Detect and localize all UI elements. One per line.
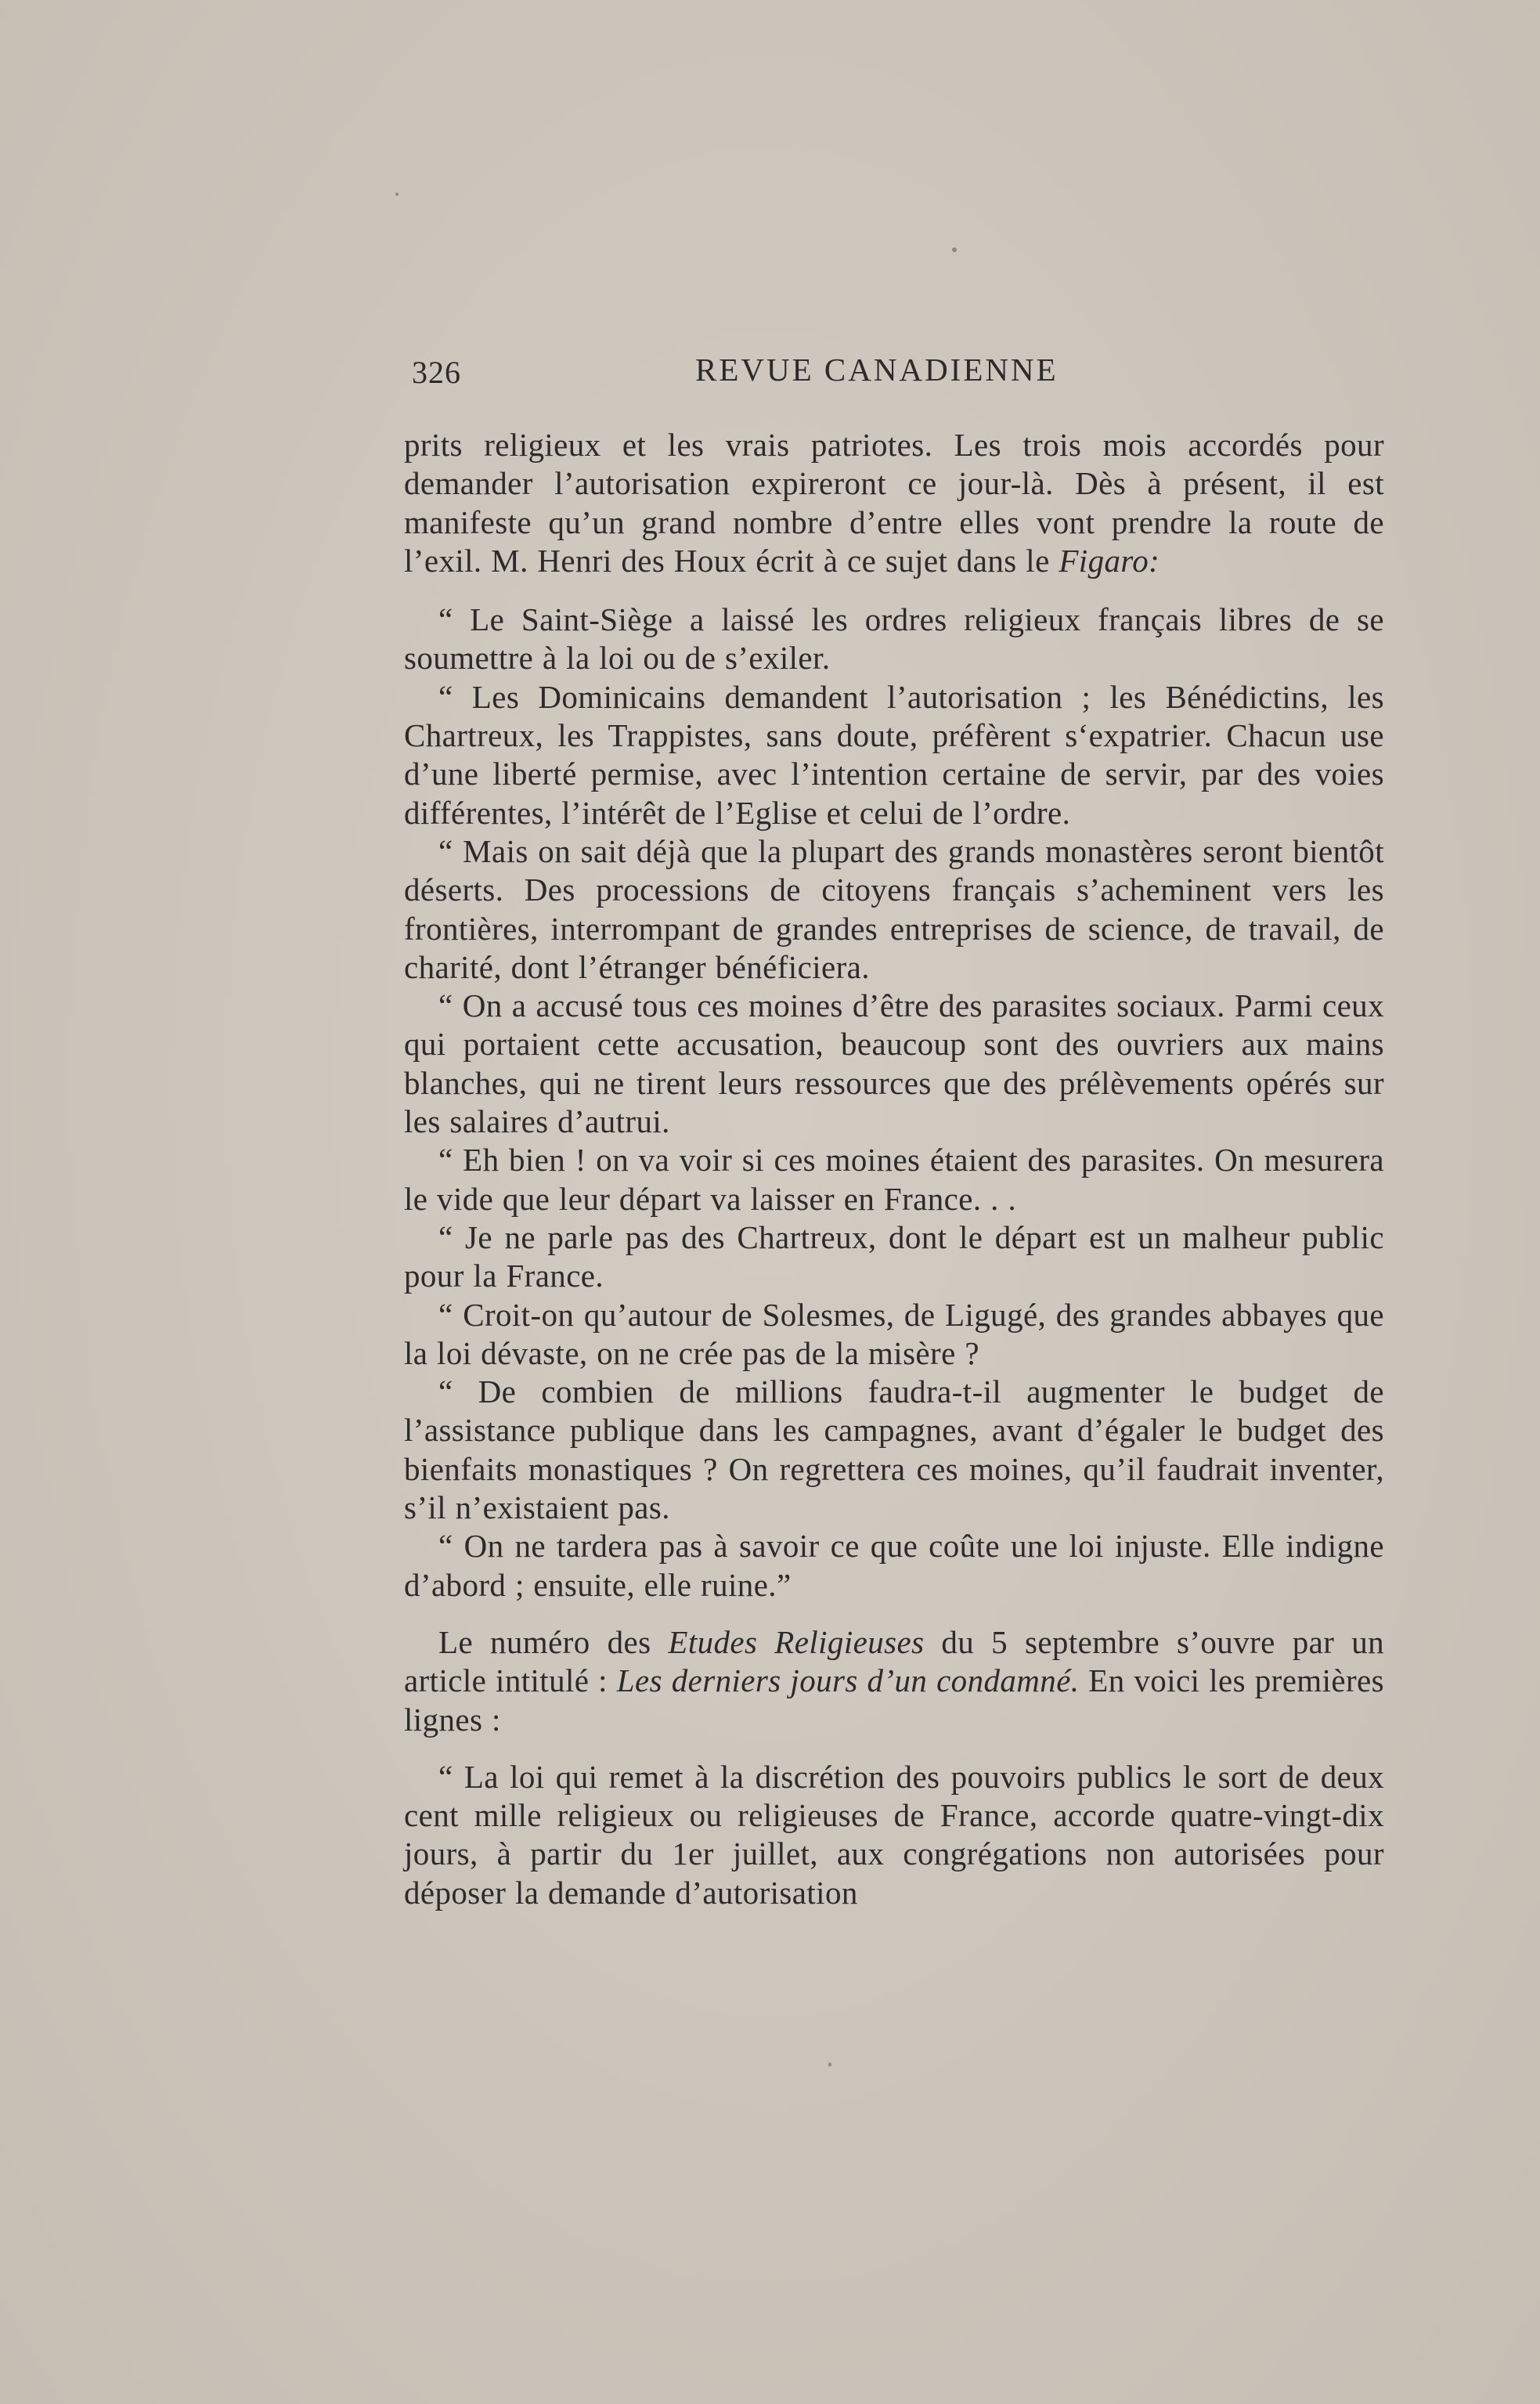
paper-speck [952, 247, 957, 252]
paragraph-continuation [404, 426, 1384, 580]
quote-paragraph: “ La loi qui remet à la discrétion des pouvoirs publics le sort de deux cent mille religieux ou religieuses de France, accorde quatre-vingt-dix jours, à partir du 1er juillet, aux congrégations non autorisées pour déposer la demande d’autorisation [404, 1758, 1384, 1911]
quote-paragraph: “ Mais on sait déjà que la plupart des grands monastères seront bientôt déserts. Des processions de citoyens français s’acheminent vers les frontières, interrompant de grandes entreprises de science, de travail, de charité, dont l’étranger bénéficiera. [404, 832, 1384, 985]
paragraph-text: En voici les premières lignes : [404, 1662, 1384, 1738]
quote-paragraph: “ Croit-on qu’autour de Solesmes, de Ligugé, des grandes abbayes que la loi dévaste, on ne crée pas de la misère ? [404, 1296, 1384, 1371]
paragraph-text: prits religieux et les vrais patriotes. Les trois mois accordés pour demander l’autorisation expireront ce jour-là. Dès à présent, il est manifeste qu’un grand nombre d’entre elles vont prendre la route de l’exil. M. Henri des Houx écrit à ce sujet dans le [404, 427, 1384, 579]
quote-paragraph: “ On a accusé tous ces moines d’être des parasites sociaux. Parmi ceux qui portaient cette accusation, beaucoup sont des ouvriers aux mains blanches, qui ne tirent leurs ressources que des prélèvements opérés sur les salaires d’autrui. [404, 987, 1384, 1140]
running-head [412, 351, 1383, 398]
paragraph-text: du 5 septembre s’ouvre par un article intitulé : [404, 1623, 1384, 1699]
quote-paragraph: “ Le Saint-Siège a laissé les ordres religieux français libres de se soumettre à la loi ou de s’exiler. [404, 601, 1384, 677]
italic-title-figaro: Figaro: [1059, 542, 1160, 579]
paper-speck [828, 2063, 831, 2067]
italic-article-title: Les derniers jours d’un condamné. [616, 1662, 1080, 1699]
quote-paragraph: “ Eh bien ! on va voir si ces moines étaient des parasites. On mesurera le vide que leur départ va laisser en France. . . [404, 1142, 1384, 1217]
quote-paragraph: “ Les Dominicains demandent l’autorisation ; les Bénédictins, les Chartreux, les Trappistes, sans doute, préfèrent s‘expatrier. Chacun use d’une liberté permise, avec l’intention certaine de servir, par des voies différentes, l’intérêt de l’Eglise et celui de l’ordre. [404, 678, 1384, 831]
quote-paragraph: “ De combien de millions faudra-t-il augmenter le budget de l’assistance publique dans les campagnes, avant d’égaler le budget des bienfaits monastiques ? On regrettera ces moines, qu’il faudrait inventer, s’il n’existaient pas. [404, 1373, 1384, 1526]
quote-paragraph: “ Je ne parle pas des Chartreux, dont le départ est un malheur public pour la France. [404, 1218, 1384, 1294]
italic-journal-name: Etudes Religieuses [668, 1623, 925, 1660]
quote-paragraph: “ On ne tardera pas à savoir ce que coûte une loi injuste. Elle indigne d’abord ; ensuite, elle ruine.” [404, 1528, 1384, 1603]
page-number: 326 [412, 355, 461, 390]
paper-speck [395, 193, 399, 196]
journal-title: REVUE CANADIENNE [695, 352, 1059, 388]
text-block [404, 426, 1384, 1912]
paragraph-text: Le numéro des [438, 1623, 669, 1660]
paragraph-etudes [404, 1623, 1384, 1739]
